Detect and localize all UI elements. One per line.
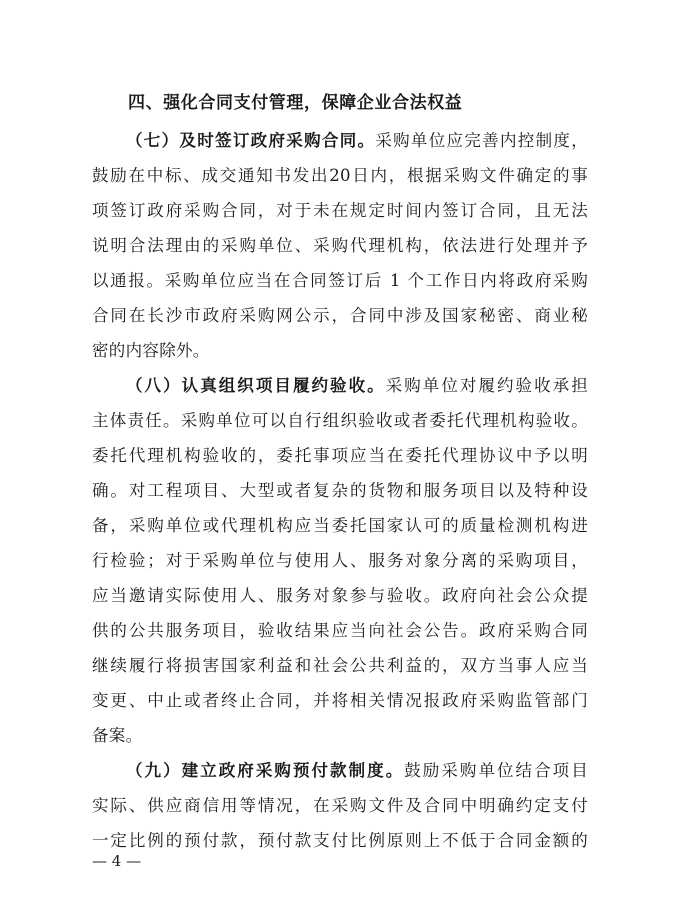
page-number: — 4 — <box>92 852 142 870</box>
paragraph-8-line: 变更、中止或者终止合同，并将相关情况报政府采购监管部门 <box>92 691 588 710</box>
paragraph-8-line: 确。对工程项目、大型或者复杂的货物和服务项目以及特种设 <box>92 481 588 500</box>
paragraph-7-line: 合同在长沙市政府采购网公示，合同中涉及国家秘密、商业秘 <box>92 306 588 325</box>
paragraph-7-line: 以通报。采购单位应当在合同签订后 1 个工作日内将政府采购 <box>92 271 588 290</box>
paragraph-7-line-1 <box>126 127 588 151</box>
paragraph-8-lead: （八）认真组织项目履约验收。 <box>126 376 386 395</box>
paragraph-9-line-1 <box>126 757 588 781</box>
paragraph-8-line: 行检验；对于采购单位与使用人、服务对象分离的采购项目， <box>92 551 588 570</box>
paragraph-7-lead: （七）及时签订政府采购合同。 <box>126 131 376 150</box>
paragraph-8-line: 供的公共服务项目，验收结果应当向社会公告。政府采购合同 <box>92 621 588 640</box>
paragraph-7-line: 说明合法理由的采购单位、采购代理机构，依法进行处理并予 <box>92 236 588 255</box>
paragraph-8-line-1 <box>126 372 588 396</box>
paragraph-9-line: 一定比例的预付款，预付款支付比例原则上不低于合同金额的 <box>92 831 588 850</box>
paragraph-8-line: 委托代理机构验收的，委托事项应当在委托代理协议中予以明 <box>92 446 588 465</box>
paragraph-9-text: 鼓励采购单位结合项目 <box>404 761 588 780</box>
paragraph-8-line: 主体责任。采购单位可以自行组织验收或者委托代理机构验收。 <box>92 411 588 430</box>
paragraph-7-line: 项签订政府采购合同，对于未在规定时间内签订合同，且无法 <box>92 201 588 220</box>
paragraph-7-line: 密的内容除外。 <box>92 341 210 360</box>
paragraph-9-line: 实际、供应商信用等情况，在采购文件及合同中明确约定支付 <box>92 796 588 815</box>
paragraph-8-line: 继续履行将损害国家利益和社会公共利益的，双方当事人应当 <box>92 656 588 675</box>
paragraph-8-line: 应当邀请实际使用人、服务对象参与验收。政府向社会公众提 <box>92 586 588 605</box>
section-heading: 四、强化合同支付管理，保障企业合法权益 <box>128 93 463 113</box>
paragraph-8-text: 采购单位对履约验收承担 <box>385 376 588 395</box>
paragraph-7-line: 鼓励在中标、成交通知书发出20日内，根据采购文件确定的事 <box>92 166 588 185</box>
paragraph-8-line: 备，采购单位或代理机构应当委托国家认可的质量检测机构进 <box>92 516 588 535</box>
paragraph-7-text: 采购单位应完善内控制度， <box>375 131 588 150</box>
paragraph-9-lead: （九）建立政府采购预付款制度。 <box>126 761 405 780</box>
paragraph-8-line: 备案。 <box>92 726 143 745</box>
